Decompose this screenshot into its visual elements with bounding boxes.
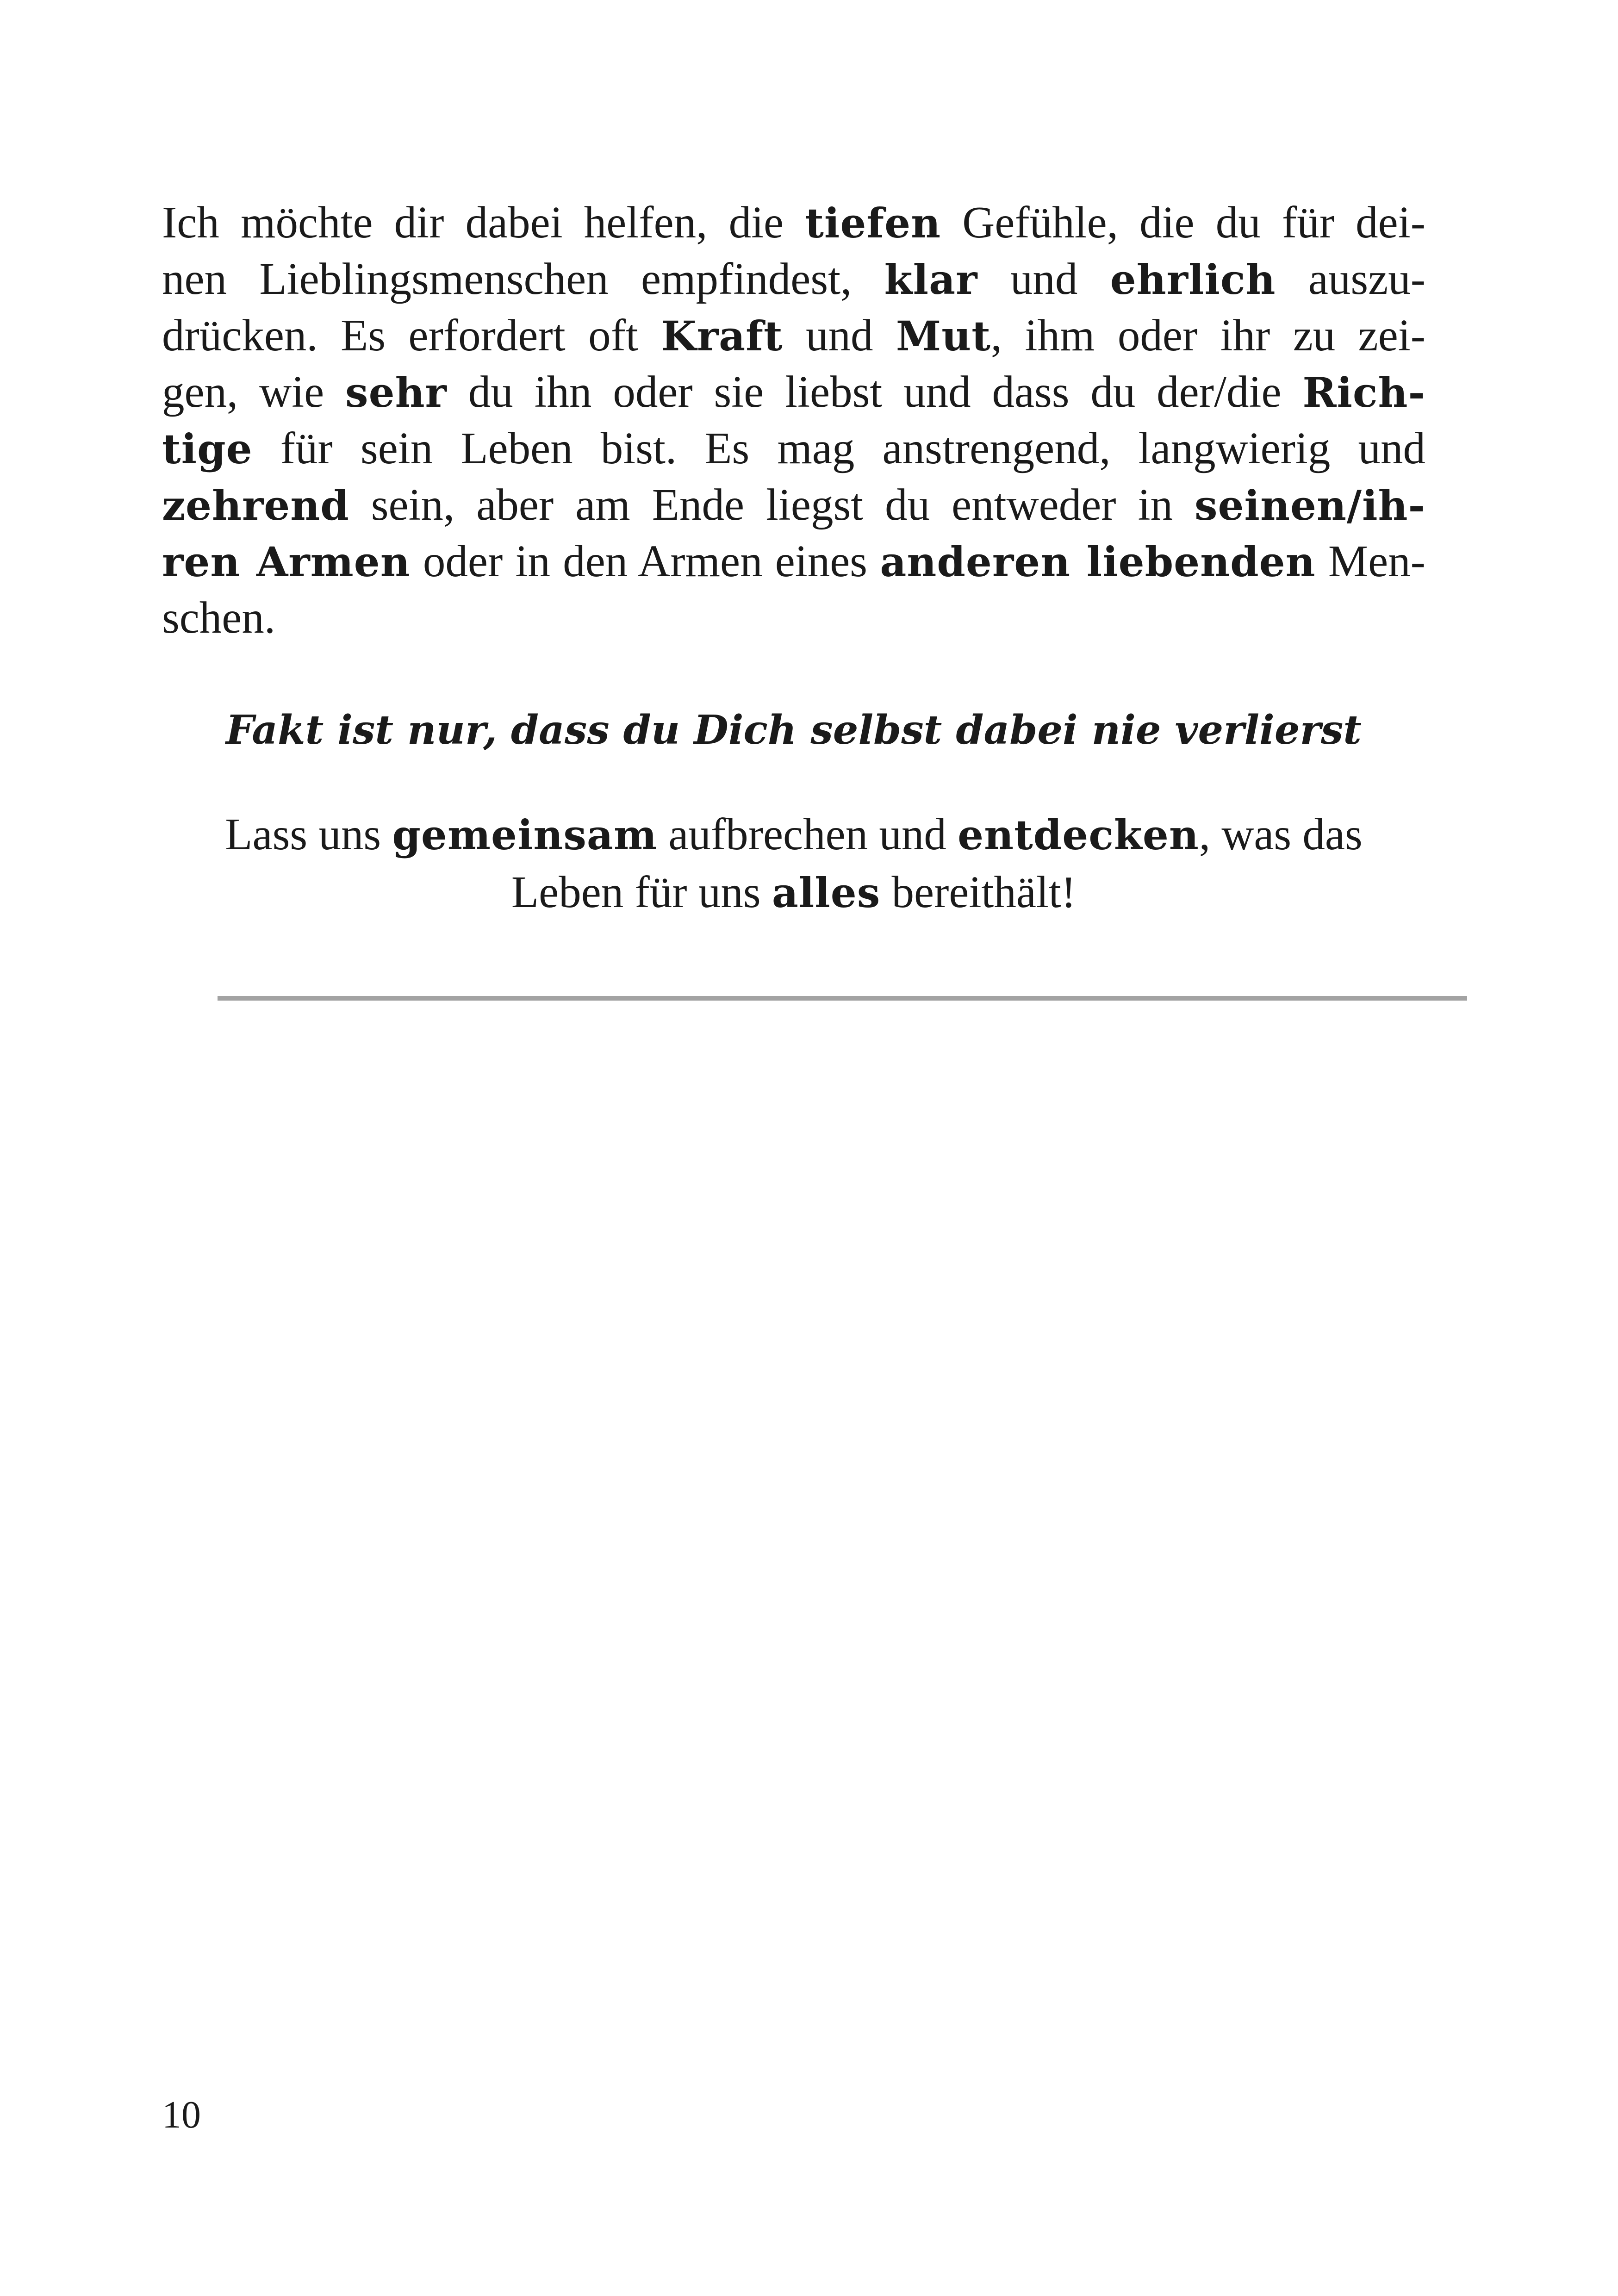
closing-line [162, 863, 1425, 921]
paragraph-text-run: schen. [162, 593, 276, 642]
paragraph-text-run: auszu- [1276, 254, 1425, 304]
paragraph-bold-run: sehr [345, 368, 447, 417]
closing-text-run: bereithält! [880, 867, 1077, 917]
paragraph-bold-run: tiefen [805, 199, 941, 247]
closing-text-run: aufbrechen und [657, 809, 958, 859]
paragraph-line [162, 477, 1425, 533]
emphasis-quote: Fakt ist nur, dass du Dich selbst dabei nie verlierst [225, 707, 1362, 753]
paragraph-line [162, 533, 1425, 590]
paragraph-text-run: für sein Leben bist. Es mag anstrengend, langwierig und [252, 423, 1425, 473]
paragraph-bold-run: zehrend [162, 481, 349, 529]
paragraph-line [162, 251, 1425, 307]
paragraph-text-run: , ihm oder ihr zu zei- [990, 311, 1426, 360]
paragraph-text-run: sein, aber am Ende liegst du entweder in [349, 480, 1195, 529]
closing-line [162, 805, 1425, 863]
paragraph-text-run: nen Lieblingsmenschen empfindest, [162, 254, 884, 304]
paragraph-line [162, 420, 1425, 477]
closing-statement [162, 805, 1425, 921]
closing-bold-run: alles [772, 869, 881, 917]
paragraph-bold-run: klar [884, 255, 978, 304]
paragraph-text-run: gen, wie [162, 367, 346, 417]
paragraph-text-run: Men- [1315, 536, 1425, 586]
paragraph-bold-run: anderen liebenden [880, 538, 1316, 586]
paragraph-text-run: und [783, 311, 896, 360]
paragraph-bold-run: seinen/ih- [1195, 481, 1425, 529]
paragraph-bold-run: Kraft [661, 312, 783, 360]
closing-text-run: Lass uns [225, 809, 392, 859]
horizontal-rule [218, 996, 1467, 1001]
closing-bold-run: entdecken [958, 811, 1199, 859]
paragraph-bold-run: ren Armen [162, 538, 411, 586]
paragraph-bold-run: tige [162, 425, 253, 473]
paragraph-bold-run: Mut [896, 312, 991, 360]
paragraph-bold-run: Rich- [1302, 368, 1425, 417]
paragraph-line [162, 590, 1425, 646]
paragraph-text-run: Ich möchte dir dabei helfen, die [162, 198, 805, 247]
paragraph-text-run: und [977, 254, 1110, 304]
page-number: 10 [162, 2093, 201, 2136]
paragraph-line [162, 307, 1425, 364]
closing-text-run: Leben für uns [511, 867, 772, 917]
closing-text-run: , was das [1199, 809, 1363, 859]
paragraph-text-run: oder in den Armen eines [410, 536, 880, 586]
paragraph-text-run: drücken. Es erfordert oft [162, 311, 661, 360]
paragraph-text-run: Gefühle, die du für dei- [941, 198, 1425, 247]
closing-bold-run: gemeinsam [392, 811, 658, 859]
paragraph-line [162, 194, 1425, 251]
paragraph-bold-run: ehrlich [1110, 255, 1276, 304]
paragraph-text-run: du ihn oder sie liebst und dass du der/die [447, 367, 1303, 417]
paragraph-line [162, 364, 1425, 420]
body-paragraph [162, 194, 1425, 646]
